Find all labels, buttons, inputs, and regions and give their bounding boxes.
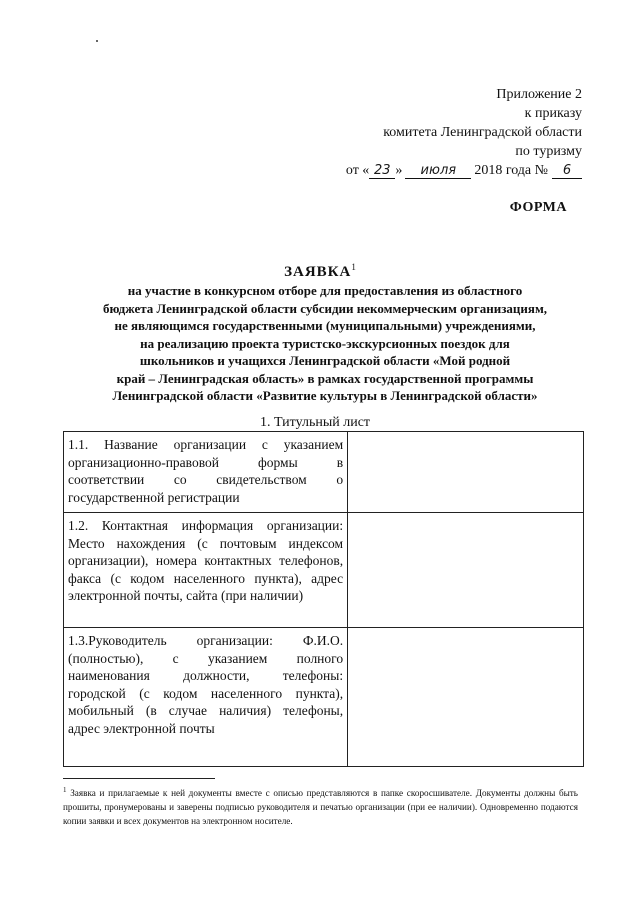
row-value-field[interactable] [348,432,584,513]
row-label: 1.3.Руководитель организации: Ф.И.О. (полностью), с указанием полного наименования должности, телефоны: городской (с кодом населенного пункта), мобильный (в случае наличия) телефоны, адрес электронной почты [64,628,348,767]
table-row [64,628,584,767]
footnote-divider [63,778,215,779]
handwritten-month: июля [405,163,471,179]
subtitle-line: не являющимся государственными (муниципальными) учреждениями, [114,318,536,333]
committee-label: комитета Ленинградской области [383,125,582,140]
subtitle-line: на реализацию проекта туристско-экскурсионных поездок для [140,335,510,351]
section-title: 1. Титульный лист [259,415,371,430]
order-date-line [262,161,582,180]
subtitle-line: на участие в конкурсном отборе для предоставления из областного [127,283,523,298]
row-value-field[interactable] [348,628,584,767]
scan-speck [96,40,98,42]
handwritten-order-number: 6 [552,163,582,179]
forma-label: ФОРМА [509,200,567,215]
footnote-text: Заявка и прилагаемые к ней документы вместе с описью представляются в папке скоросшивателе. Документы должны быть прошиты, пронумерованы и заверены подписью руководителя и печатью организации (при ее наличии). Одновременно подаются копии заявки и всех документов на электронном носителе. [63,788,578,827]
row-label: 1.1. Название организации с указанием организационно-правовой формы в соответствии со свидетельством о государственной регистрации [64,432,348,513]
footnote [63,783,578,828]
document-title [0,262,640,281]
date-quote-close: » [395,163,403,178]
table-row [64,432,584,513]
appendix-label: Приложение 2 [496,87,582,102]
subtitle-line: бюджета Ленинградской области субсидии некоммерческим организациям, [102,300,548,316]
document-subtitle [75,282,575,405]
row-label: 1.2. Контактная информация организации: Место нахождения (с почтовым индексом организации), номера контактных телефонов, факса (с кодом населенного пункта), адрес электронной почты, сайта (при наличии) [64,513,348,628]
footnote-mark: 1 [63,786,67,794]
tourism-label: по туризму [515,144,582,159]
subtitle-line: школьников и учащихся Ленинградской области «Мой родной [139,353,511,368]
date-year-text: 2018 года № [474,163,548,178]
row-value-field[interactable] [348,513,584,628]
handwritten-day: 23 [369,163,395,179]
to-order-label: к приказу [524,106,582,121]
date-prefix: от « [345,163,370,178]
title-footnote-mark: 1 [351,262,356,272]
subtitle-line: Ленинградской области «Развитие культуры в Ленинградской области» [112,388,538,403]
table-row [64,513,584,628]
subtitle-line: край – Ленинградская область» в рамках государственной программы [116,370,534,386]
approval-header [262,85,582,180]
title-page-table [63,431,584,767]
title-text: ЗАЯВКА [284,264,352,280]
